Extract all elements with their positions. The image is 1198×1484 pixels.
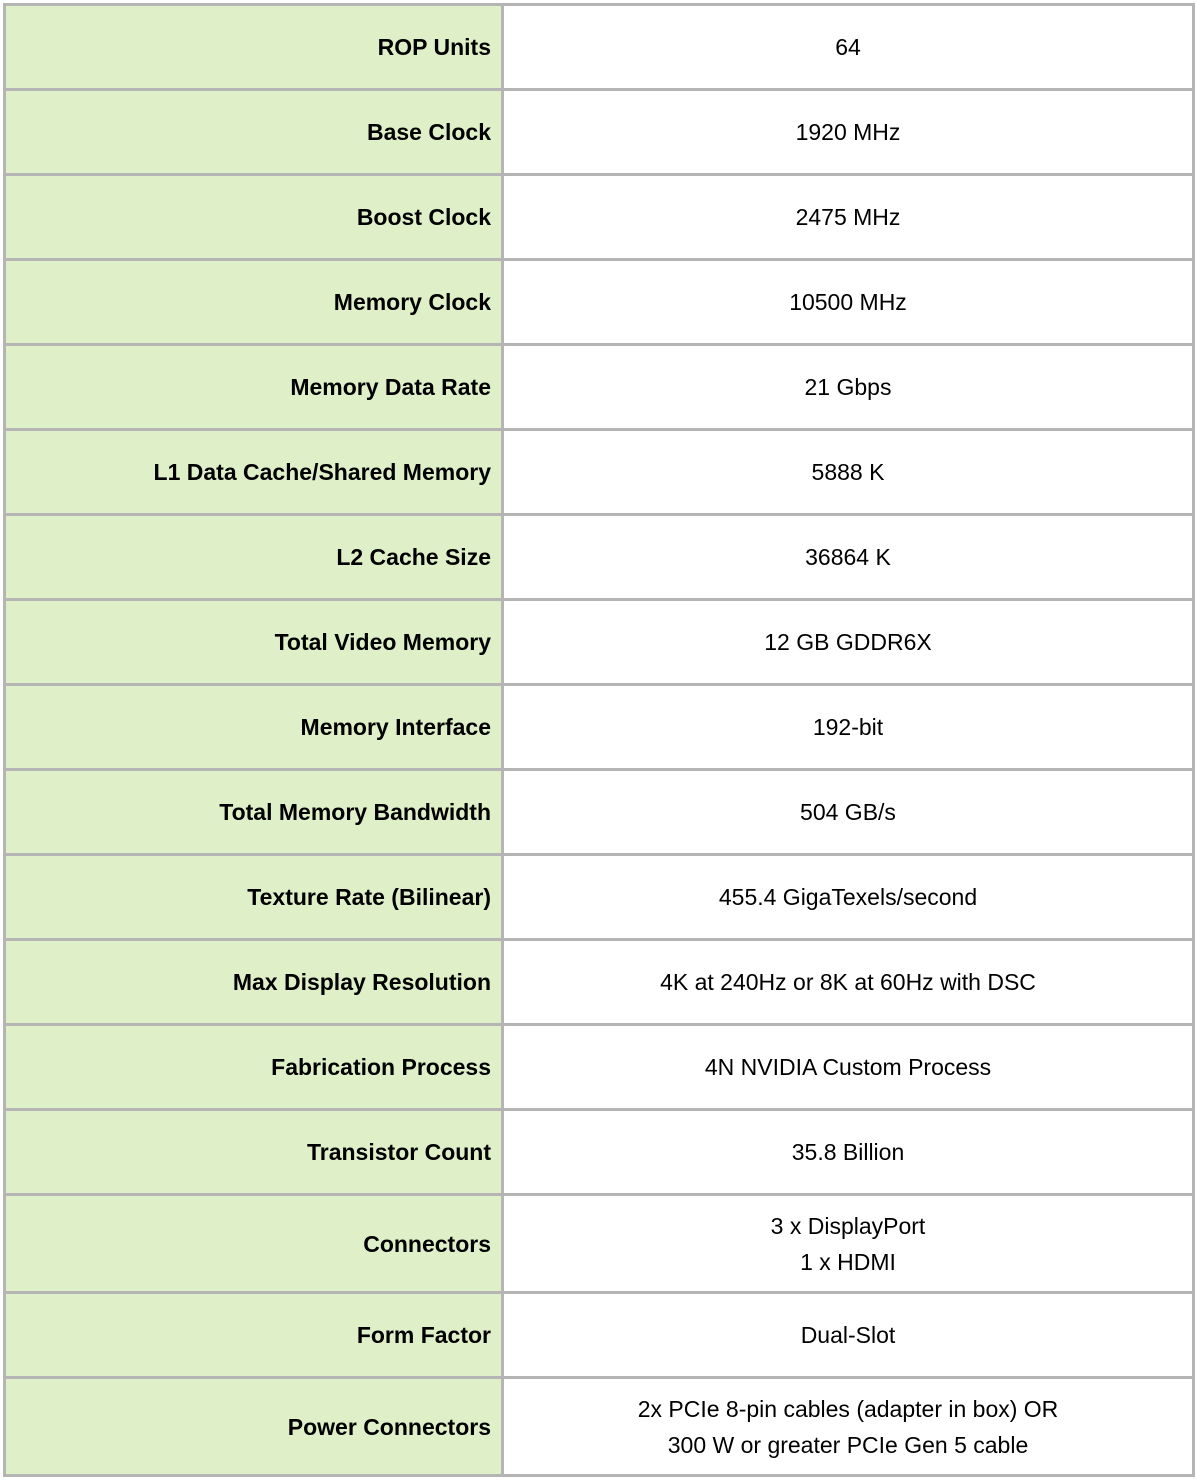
row-value xyxy=(503,1378,1194,1476)
table-row xyxy=(5,5,1194,90)
value-line: 4N NVIDIA Custom Process xyxy=(704,1054,992,1080)
row-label: Total Video Memory xyxy=(5,600,503,685)
row-label: Base Clock xyxy=(5,90,503,175)
row-value xyxy=(503,430,1194,515)
value-line: 10500 MHz xyxy=(789,289,907,315)
row-value xyxy=(503,1195,1194,1293)
table-row xyxy=(5,685,1194,770)
row-value xyxy=(503,1025,1194,1110)
row-value xyxy=(503,260,1194,345)
table-row xyxy=(5,1110,1194,1195)
row-label: Boost Clock xyxy=(5,175,503,260)
table-row xyxy=(5,1195,1194,1293)
row-value xyxy=(503,5,1194,90)
value-line: 192-bit xyxy=(812,714,884,740)
row-value xyxy=(503,515,1194,600)
value-line: 4K at 240Hz or 8K at 60Hz with DSC xyxy=(660,969,1036,995)
value-line: 21 Gbps xyxy=(804,374,892,400)
value-line: 64 xyxy=(835,34,861,60)
table-row xyxy=(5,90,1194,175)
value-line: 3 x DisplayPort xyxy=(770,1212,926,1239)
value-line: 36864 K xyxy=(805,544,891,570)
row-value xyxy=(503,855,1194,940)
row-label: Form Factor xyxy=(5,1293,503,1378)
row-label: Texture Rate (Bilinear) xyxy=(5,855,503,940)
row-value xyxy=(503,90,1194,175)
table-row xyxy=(5,1378,1194,1476)
value-line: 455.4 GigaTexels/second xyxy=(718,884,978,910)
value-line: 35.8 Billion xyxy=(791,1139,905,1165)
row-label: Fabrication Process xyxy=(5,1025,503,1110)
table-row xyxy=(5,345,1194,430)
table-row xyxy=(5,430,1194,515)
value-line: 12 GB GDDR6X xyxy=(764,629,932,655)
row-label: Transistor Count xyxy=(5,1110,503,1195)
table-row xyxy=(5,515,1194,600)
value-line: 2x PCIe 8-pin cables (adapter in box) OR xyxy=(637,1395,1059,1422)
row-value xyxy=(503,175,1194,260)
row-value xyxy=(503,1110,1194,1195)
table-row xyxy=(5,260,1194,345)
value-line: Dual-Slot xyxy=(800,1322,896,1348)
value-line: 504 GB/s xyxy=(800,799,896,825)
row-label: Connectors xyxy=(5,1195,503,1293)
row-label: Max Display Resolution xyxy=(5,940,503,1025)
row-label: Total Memory Bandwidth xyxy=(5,770,503,855)
row-label: L1 Data Cache/Shared Memory xyxy=(5,430,503,515)
row-label: Power Connectors xyxy=(5,1378,503,1476)
table-row xyxy=(5,770,1194,855)
value-line: 2475 MHz xyxy=(795,204,901,230)
value-line: 5888 K xyxy=(811,459,885,485)
row-label: Memory Clock xyxy=(5,260,503,345)
row-value xyxy=(503,685,1194,770)
table-row xyxy=(5,175,1194,260)
row-value xyxy=(503,770,1194,855)
row-value xyxy=(503,600,1194,685)
table-row xyxy=(5,855,1194,940)
table-row xyxy=(5,1025,1194,1110)
row-label: Memory Interface xyxy=(5,685,503,770)
value-line: 300 W or greater PCIe Gen 5 cable xyxy=(667,1431,1029,1458)
table-row xyxy=(5,1293,1194,1378)
row-value xyxy=(503,345,1194,430)
spec-table xyxy=(3,3,1195,1477)
table-row xyxy=(5,940,1194,1025)
value-line: 1920 MHz xyxy=(795,119,901,145)
table-row xyxy=(5,600,1194,685)
row-value xyxy=(503,940,1194,1025)
row-label: L2 Cache Size xyxy=(5,515,503,600)
row-label: Memory Data Rate xyxy=(5,345,503,430)
row-label: ROP Units xyxy=(5,5,503,90)
row-value xyxy=(503,1293,1194,1378)
spec-table-body xyxy=(5,5,1194,1476)
value-line: 1 x HDMI xyxy=(800,1248,896,1275)
